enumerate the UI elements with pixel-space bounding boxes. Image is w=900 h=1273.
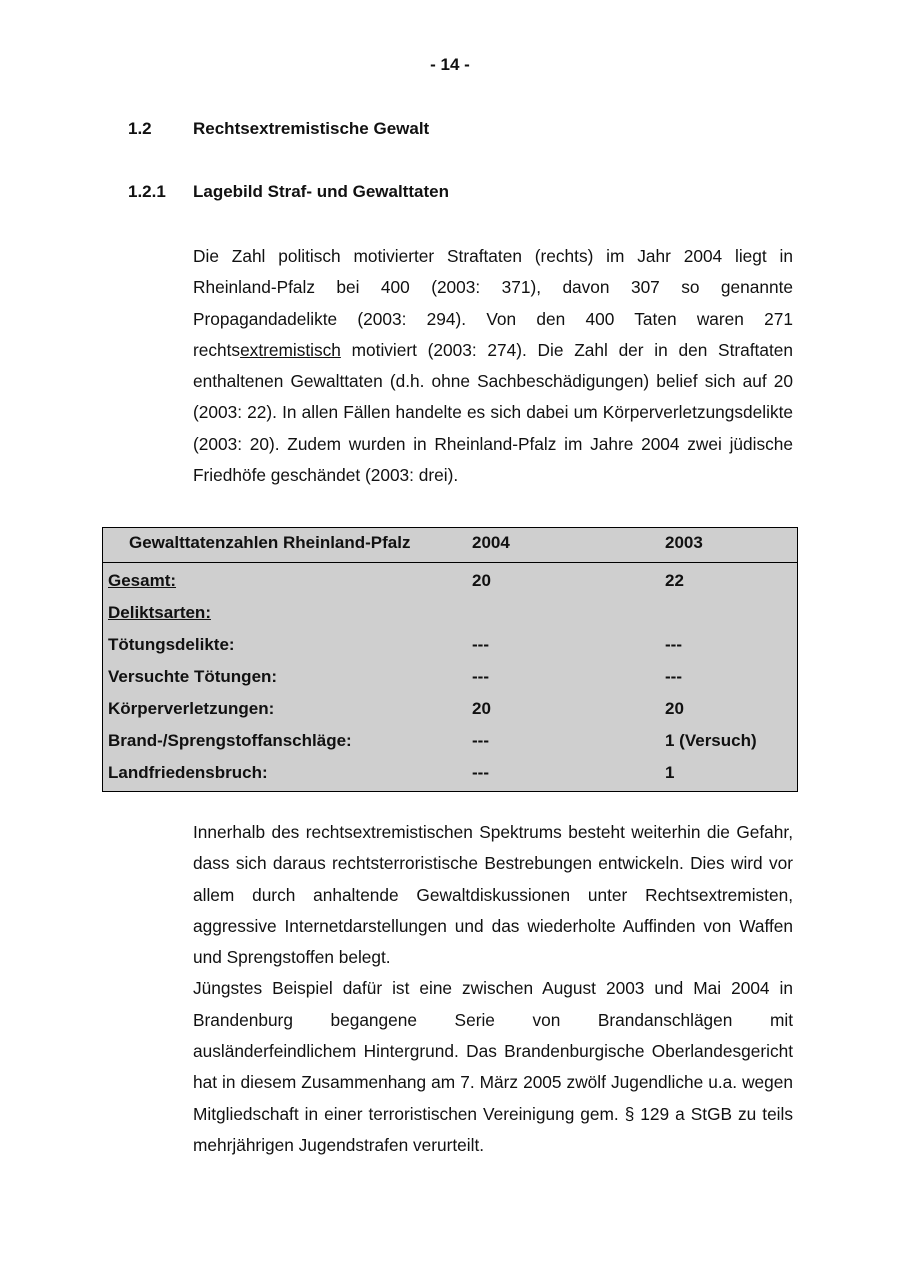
row-value-2003: 20 bbox=[665, 699, 684, 718]
paragraph-intro bbox=[193, 241, 793, 491]
row-value-2003: 22 bbox=[665, 571, 684, 590]
row-label: Tötungsdelikte: bbox=[108, 635, 235, 654]
table-row bbox=[103, 726, 797, 758]
subsection-heading bbox=[128, 182, 449, 202]
paragraph-spectrum: Innerhalb des rechtsextremistischen Spektrums besteht weiterhin die Gefahr, dass sich daraus rechtsterroristische Bestrebungen entwickeln. Dies wird vor allem durch anhaltende Gewaltdiskussionen unter Rechtsextremisten, aggressive Internetdarstellungen und das wiederholte Auffinden von Waffen und Sprengstoffen belegt. bbox=[193, 822, 793, 968]
underlined-word: extremistisch bbox=[240, 339, 341, 360]
row-value-2003: --- bbox=[665, 667, 682, 686]
row-label: Versuchte Tötungen: bbox=[108, 667, 278, 686]
row-value-2004: --- bbox=[472, 667, 489, 686]
section-title: Rechtsextremistische Gewalt bbox=[193, 119, 430, 138]
violence-statistics-table bbox=[102, 527, 798, 792]
row-value-2003: 1 (Versuch) bbox=[665, 731, 757, 750]
table-row bbox=[103, 566, 797, 598]
table-header bbox=[103, 528, 797, 563]
row-value-2004: --- bbox=[472, 763, 489, 782]
table-row bbox=[103, 758, 797, 790]
row-value-2004: --- bbox=[472, 635, 489, 654]
paragraph-intro-part2: motiviert (2003: 274). Die Zahl der in den Straftaten enthaltenen Gewalttaten (d.h. ohne Sachbeschädigungen) belief sich auf 20 (2003: 22). In allen Fällen handelte es sich dabei um Körperverletzungsdelikte (2003: 20). Zudem wurden in Rheinland-Pfalz im Jahre 2004 zwei jüdische Friedhöfe geschändet (2003: drei). bbox=[193, 339, 793, 486]
row-value-2003: --- bbox=[665, 635, 682, 654]
subsection-number: 1.2.1 bbox=[128, 182, 166, 201]
table-row bbox=[103, 662, 797, 694]
subsection-title: Lagebild Straf- und Gewalttaten bbox=[193, 182, 449, 201]
header-category: Gewalttatenzahlen Rheinland-Pfalz bbox=[129, 533, 411, 552]
page-number: - 14 - bbox=[430, 55, 470, 74]
row-value-2004: 20 bbox=[472, 699, 491, 718]
section-number: 1.2 bbox=[128, 119, 152, 138]
paragraph-body bbox=[193, 817, 793, 1161]
row-label: Deliktsarten: bbox=[108, 603, 211, 622]
row-label: Brand-/Sprengstoffanschläge: bbox=[108, 731, 352, 750]
table-row bbox=[103, 630, 797, 662]
row-value-2003: 1 bbox=[665, 763, 675, 782]
table-row bbox=[103, 598, 797, 630]
row-label: Gesamt: bbox=[108, 571, 177, 590]
row-label: Landfriedensbruch: bbox=[108, 763, 268, 782]
header-2004: 2004 bbox=[472, 533, 510, 552]
row-value-2004: --- bbox=[472, 731, 489, 750]
table-row bbox=[103, 694, 797, 726]
row-label: Körperverletzungen: bbox=[108, 699, 275, 718]
section-heading bbox=[128, 119, 429, 139]
header-2003: 2003 bbox=[665, 533, 703, 552]
paragraph-example: Jüngstes Beispiel dafür ist eine zwischen August 2003 und Mai 2004 in Brandenburg begangene Serie von Brandanschlägen mit ausländerfeindlichem Hintergrund. Das Brandenburgische Oberlandesgericht hat in diesem Zusammenhang am 7. März 2005 zwölf Jugendliche u.a. wegen Mitgliedschaft in einer terroristischen Vereinigung gem. § 129 a StGB zu teils mehrjährigen Jugendstrafen verurteilt. bbox=[193, 978, 793, 1155]
row-value-2004: 20 bbox=[472, 571, 491, 590]
paragraph-intro-part1: Die Zahl politisch motivierter Straftaten (rechts) im Jahr 2004 liegt in Rheinland-Pfalz bei 400 (2003: 371), davon 307 so genannte Propagandadelikte (2003: 294). Von den 400 Taten waren 271 rechts bbox=[193, 246, 793, 360]
